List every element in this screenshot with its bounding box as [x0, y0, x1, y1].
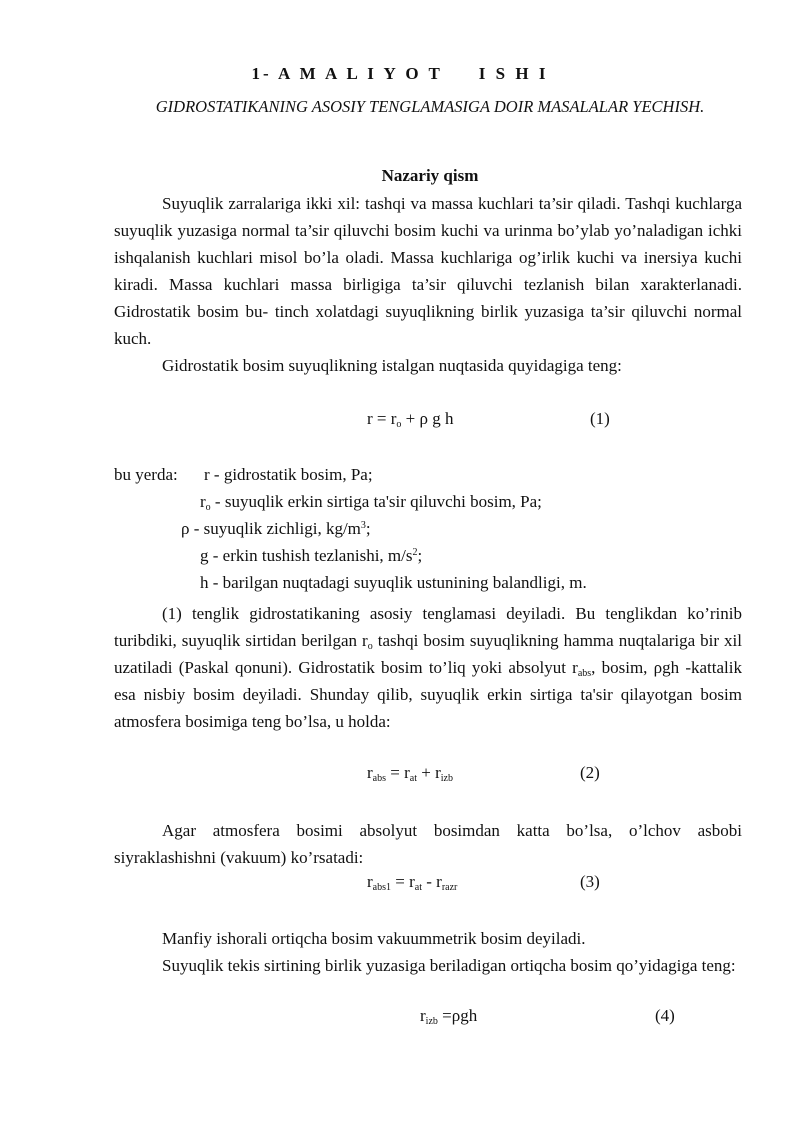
page-subtitle: GIDROSTATIKANING ASOSIY TENGLAMASIGA DOIR MASALALAR YECHISH. [155, 97, 705, 116]
legend-line-r: r - gidrostatik bosim, Pa; [204, 465, 373, 484]
paragraph-intro: Suyuqlik zarralariga ikki xil: tashqi va massa kuchlari ta’sir qiladi. Tashqi kuchlarga suyuqlik yuzasiga normal ta’sir qiluvchi bosim kuchi va urinma bo’ylab yo’naladigan ichki ishqalanish kuchlari misol bo’la oladi. Massa kuchlariga og’irlik kuchi va inersiya kuchi kiradi. Massa kuchlari massa birligiga ta’sir qiluvchi tezlanish bilan xarakterlanadi. Gidrostatik bosim bu- tinch xolatdagi suyuqlikning birlik yuzasiga ta’sir qiluvchi normal kuch. [114, 194, 742, 348]
legend-line-ro: $r_o$ - suyuqlik erkin sirtiga ta'sir qiluvchi bosim, Pa; [200, 492, 542, 513]
legend-intro: bu yerda: [114, 465, 178, 484]
paragraph-definition: Gidrostatik bosim suyuqlikning istalgan nuqtasida quyidagiga teng: [162, 356, 622, 375]
paragraph-vacuum: Agar atmosfera bosimi absolyut bosimdan katta bo’lsa, o’lchov asbobi siyraklashishni (vakuum) ko’rsatadi: [114, 821, 742, 867]
equation-1: $r = r_o + \rho$ g h [367, 409, 454, 430]
equation-2: $r_{abs} = r_{at} + r_{izb}$ [367, 763, 453, 784]
legend-line-rho: ρ - suyuqlik zichligi, $kg/m^3$; [181, 519, 371, 538]
paragraph-pascal: (1) tenglik gidrostatikaning asosiy tenglamasi deyiladi. Bu tenglikdan ko’rinib turibdiki, suyuqlik sirtidan berilgan $r_o$ tashqi bosim suyuqlikning hamma nuqtalariga bir xil uzatiladi (Paskal qonuni). Gidrostatik bosim to’liq yoki absolyut $r_{abs}$, bosim, ρgh -kattalik esa nisbiy bosim deyiladi. Shunday qilib, suyuqlik erkin sirtiga ta'sir qilayotgan bosim atmosfera bosimiga teng bo’lsa, u holda: [114, 604, 742, 731]
equation-3-number: (3) [580, 872, 600, 891]
equation-4: $r_{izb} =\rho gh$ [420, 1006, 478, 1027]
section-heading: Nazariy qism [381, 166, 479, 185]
paragraph-excess: Suyuqlik tekis sirtining birlik yuzasiga beriladigan ortiqcha bosim qo’yidagiga teng: [162, 956, 736, 975]
equation-3: $r_{abs1} = r_{at} - r_{razr}$ [367, 872, 458, 893]
page-title: 1- A M A L I Y O T I S H I [251, 64, 549, 83]
equation-2-number: (2) [580, 763, 600, 782]
paragraph-negative: Manfiy ishorali ortiqcha bosim vakuummetrik bosim deyiladi. [162, 929, 586, 948]
legend-line-g: g - erkin tushish tezlanishi, $m/s^2$; [200, 546, 423, 565]
legend-line-h: h - barilgan nuqtadagi suyuqlik ustunining balandligi, m. [200, 573, 587, 592]
equation-1-number: (1) [590, 409, 610, 428]
equation-4-number: (4) [655, 1006, 675, 1025]
